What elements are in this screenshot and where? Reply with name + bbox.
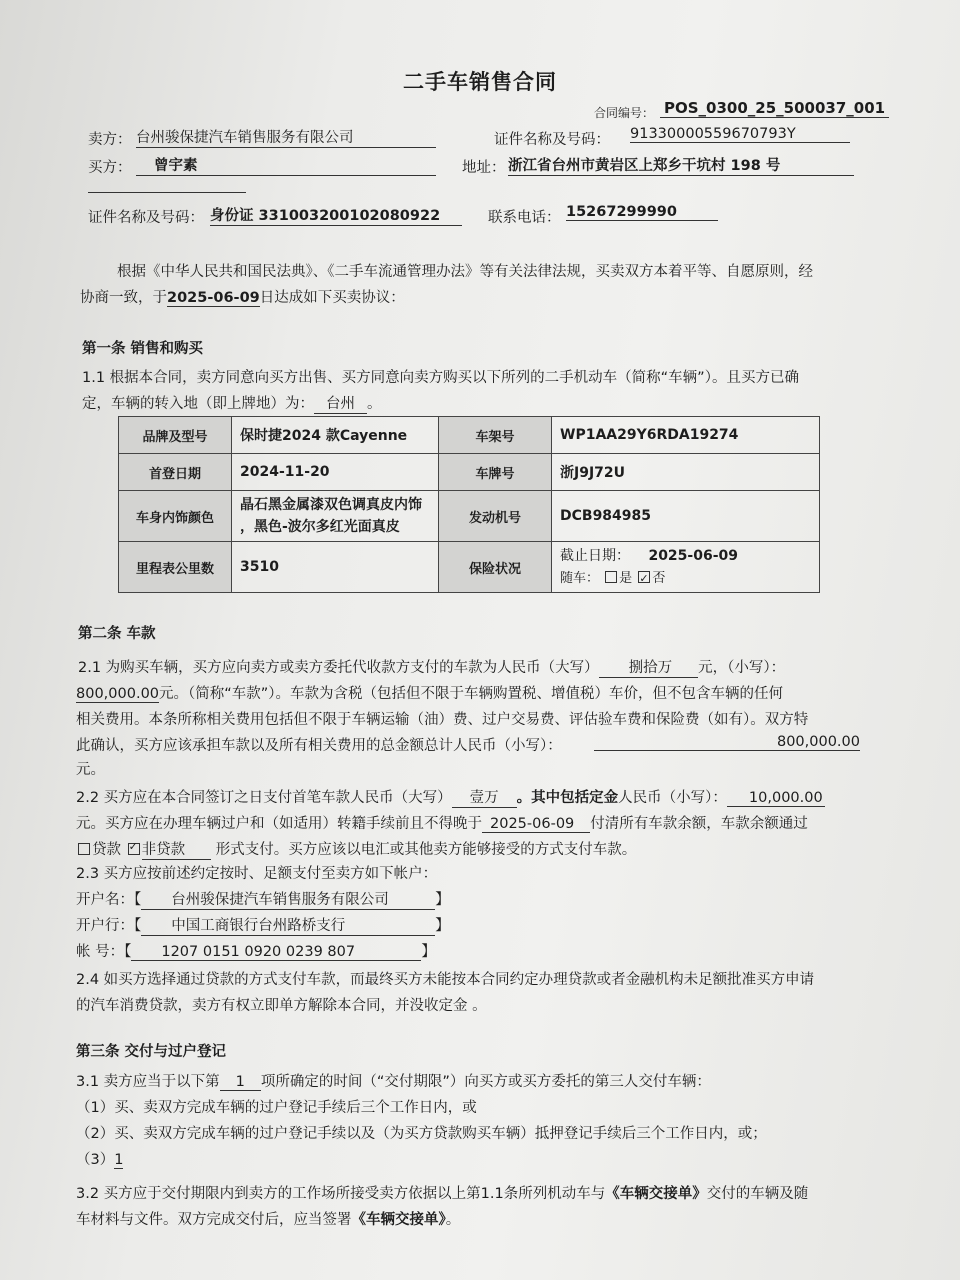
- pay-deadline: 2025-06-09: [482, 816, 590, 833]
- contract-no-label: 合同编号：: [594, 106, 655, 120]
- article-3-title: 第三条 交付与过户登记: [76, 1044, 227, 1060]
- address-continuation-line: [88, 192, 246, 193]
- no-label: 否: [652, 570, 666, 586]
- non-loan-checkbox[interactable]: [128, 843, 140, 855]
- insurance-deadline-label: 截止日期：: [560, 547, 630, 564]
- vehicle-info-table: [118, 416, 820, 593]
- art3-2-text-b: 交付的车辆及随: [706, 1186, 809, 1202]
- first-reg-label: 首登日期: [119, 454, 232, 491]
- art2-1-text-a: 2.1 为购买车辆，买方应向卖方或卖方委托代收款方支付的车款为人民币（大写）: [78, 660, 599, 676]
- account-name-label: 开户名：【: [76, 892, 142, 908]
- seller-cert-label: 证件名称及号码：: [494, 132, 610, 148]
- article-2-2-line-3: [76, 838, 636, 860]
- bank-row: [76, 914, 450, 936]
- bracket: 】: [435, 892, 450, 908]
- account-no-row: [76, 940, 436, 961]
- color-line-2: ，黑色-波尔多红光面真皮: [240, 519, 400, 535]
- loan-label: 贷款: [92, 842, 121, 858]
- with-car-yes-checkbox[interactable]: [605, 571, 617, 583]
- article-2-1-line-2: [76, 682, 783, 703]
- first-lower: 10,000.00: [727, 790, 825, 807]
- article-2-3: 2.3 买方应按前述约定按时、足额支付至卖方如下帐户：: [76, 866, 438, 882]
- account-name-row: [76, 888, 450, 910]
- option-3-value: 1: [114, 1152, 124, 1168]
- art2-2-deposit: 。其中包括定金: [516, 790, 619, 806]
- art2-1-text-c: 元。（简称“车款”）。车款为含税（包括但不限于车辆购置税、增值税）车价，但不包含车辆的任何: [159, 686, 784, 702]
- brand-label: 品牌及型号: [119, 417, 232, 454]
- article-1-title: 第一条 销售和购买: [82, 341, 204, 357]
- bracket: 】: [421, 944, 436, 960]
- handover-doc: 《车辆交接单》: [351, 1212, 446, 1228]
- contract-no: POS_0300_25_500037_001: [660, 99, 889, 118]
- bank-name: 中国工商银行台州路桥支行: [141, 914, 435, 936]
- article-1-1-line-2: [82, 392, 382, 414]
- art2-2-text-f: 形式支付。买方应该以电汇或其他卖方能够接受的方式支付车款。: [215, 842, 637, 858]
- brand-value: 保时捷2024 款Cayenne: [232, 417, 439, 454]
- art2-2-text-e: 付清所有车款余额，车款余额通过: [590, 816, 808, 832]
- mileage-value: 3510: [232, 542, 439, 593]
- article-3-1-line-1: [76, 1070, 711, 1091]
- article-2-1-line-5: 元。: [76, 762, 105, 778]
- article-3-2-line-1: [76, 1182, 808, 1203]
- buyer-address: 浙江省台州市黄岩区上郑乡干坑村 198 号: [508, 154, 854, 176]
- art2-2-text-a: 2.2 买方应在本合同签订之日支付首笔车款人民币（大写）: [76, 790, 452, 806]
- buyer-cert-label: 证件名称及号码：: [88, 210, 204, 226]
- with-car-no-checkbox[interactable]: [638, 571, 650, 583]
- buyer-cert: 身份证 331003200102080922: [210, 204, 462, 226]
- account-no-label: 帐 号：【: [76, 944, 132, 960]
- article-3-option-1: （1）买、卖双方完成车辆的过户登记手续后三个工作日内，或: [76, 1100, 477, 1116]
- plate-value: 浙J9J72U: [552, 454, 820, 491]
- insurance-deadline: 2025-06-09: [648, 547, 739, 564]
- article-2-1-line-1: [78, 656, 785, 678]
- seller-name: 台州骏保捷汽车销售服务有限公司: [136, 126, 436, 148]
- art3-2-text-c: 车材料与文件。双方完成交付后，应当签署: [76, 1212, 352, 1228]
- article-2-title: 第二条 车款: [78, 626, 156, 642]
- engine-value: DCB984985: [552, 491, 820, 542]
- article-1-1-line-1: 1.1 根据本合同，卖方同意向买方出售、买方同意向卖方购买以下所列的二手机动车（简称“车辆”）。且买方已确: [82, 370, 799, 386]
- article-3-option-3: [76, 1148, 123, 1169]
- art2-2-text-d: 元。买方应在办理车辆过户和（如适用）转籍手续前且不得晚于: [76, 816, 482, 832]
- article-3-option-2: （2）买、卖双方完成车辆的过户登记手续以及（为买方贷款购买车辆）抵押登记手续后三个工作日内，或；: [76, 1126, 767, 1142]
- account-no: 1207 0151 0920 0239 807: [131, 944, 421, 961]
- plate-label: 车牌号: [439, 454, 552, 491]
- insurance-label: 保险状况: [439, 542, 552, 593]
- price-lower: 800,000.00: [76, 686, 160, 702]
- address-label: 地址：: [462, 160, 506, 176]
- seller-cert: 91330000559670793Y: [630, 126, 850, 143]
- table-row: [119, 454, 820, 491]
- register-place-label: 定，车辆的转入地（即上牌地）为：: [82, 396, 314, 412]
- article-2-2-line-1: [76, 786, 825, 808]
- price-upper: 捌拾万: [599, 656, 699, 678]
- table-row: [119, 542, 820, 593]
- buyer-name: 曾宇素: [136, 154, 436, 176]
- first-reg-value: 2024-11-20: [232, 454, 439, 491]
- total-lower: 800,000.00: [594, 734, 860, 751]
- option-3-label: （3）: [76, 1152, 115, 1168]
- bracket: 】: [435, 918, 450, 934]
- intro-text-a: 协商一致，于: [80, 290, 167, 306]
- vin-value: WP1AA29Y6RDA19274: [552, 417, 820, 454]
- intro-date: 2025-06-09: [167, 290, 260, 306]
- art3-1-text-b: 项所确定的时间（“交付期限”）向买方或买方委托的第三人交付车辆：: [260, 1074, 711, 1090]
- article-2-4-line-2: 的汽车消费贷款，卖方有权立即单方解除本合同，并没收定金 。: [76, 998, 487, 1014]
- intro-text-b: 日达成如下买卖协议：: [259, 290, 405, 306]
- color-value: [232, 491, 439, 542]
- intro-line-1: 根据《中华人民共和国民法典》、《二手车流通管理办法》等有关法律法规，买卖双方本着平等、自愿原则，经: [117, 264, 813, 280]
- article-2-1-line-4: 此确认，买方应该承担车款以及所有相关费用的总金额总计人民币（小写）：: [76, 738, 562, 754]
- contract-title: 二手车销售合同: [403, 70, 557, 94]
- bank-label: 开户行：【: [76, 918, 142, 934]
- phone-label: 联系电话：: [488, 210, 561, 226]
- yes-label: 是: [619, 570, 633, 586]
- first-upper: 壹万: [452, 786, 517, 808]
- art3-2-text-a: 3.2 买方应于交付期限内到卖方的工作场所接受卖方依据以上第1.1条所列机动车与: [76, 1186, 606, 1202]
- art2-2-text-c: 人民币（小写）：: [618, 790, 727, 806]
- seller-label: 卖方：: [88, 132, 132, 148]
- engine-label: 发动机号: [439, 491, 552, 542]
- register-place: 台州: [314, 392, 367, 414]
- non-loan-label: 非贷款: [142, 838, 212, 860]
- period: 。: [367, 396, 382, 412]
- vin-label: 车架号: [439, 417, 552, 454]
- color-label: 车身内饰颜色: [119, 491, 232, 542]
- insurance-value: [552, 542, 820, 593]
- buyer-label: 买方：: [88, 160, 132, 176]
- color-line-1: 晶石黑金属漆双色调真皮内饰: [240, 497, 422, 513]
- account-name: 台州骏保捷汽车销售服务有限公司: [141, 888, 435, 910]
- article-2-4-line-1: 2.4 如买方选择通过贷款的方式支付车款，而最终买方未能按本合同约定办理贷款或者金融机构未足额批准买方申请: [76, 972, 815, 988]
- buyer-phone: 15267299990: [566, 204, 718, 221]
- table-row: [119, 417, 820, 454]
- art2-1-text-b: 元，（小写）：: [698, 660, 786, 676]
- art3-1-text-a: 3.1 卖方应当于以下第: [76, 1074, 220, 1090]
- table-row: [119, 491, 820, 542]
- loan-checkbox[interactable]: [78, 843, 90, 855]
- handover-doc: 《车辆交接单》: [605, 1186, 707, 1202]
- with-car-label: 随车：: [560, 570, 600, 586]
- mileage-label: 里程表公里数: [119, 542, 232, 593]
- article-2-1-line-3: 相关费用。本条所称相关费用包括但不限于车辆运输（油）费、过户交易费、评估验车费和保险费（如有）。双方特: [76, 712, 809, 728]
- with-car-row: [560, 571, 665, 586]
- article-3-2-line-2: [76, 1208, 460, 1229]
- period: 。: [445, 1212, 461, 1228]
- delivery-item-no: 1: [220, 1074, 261, 1091]
- article-2-2-line-2: [76, 812, 808, 833]
- intro-line-2: [80, 286, 405, 307]
